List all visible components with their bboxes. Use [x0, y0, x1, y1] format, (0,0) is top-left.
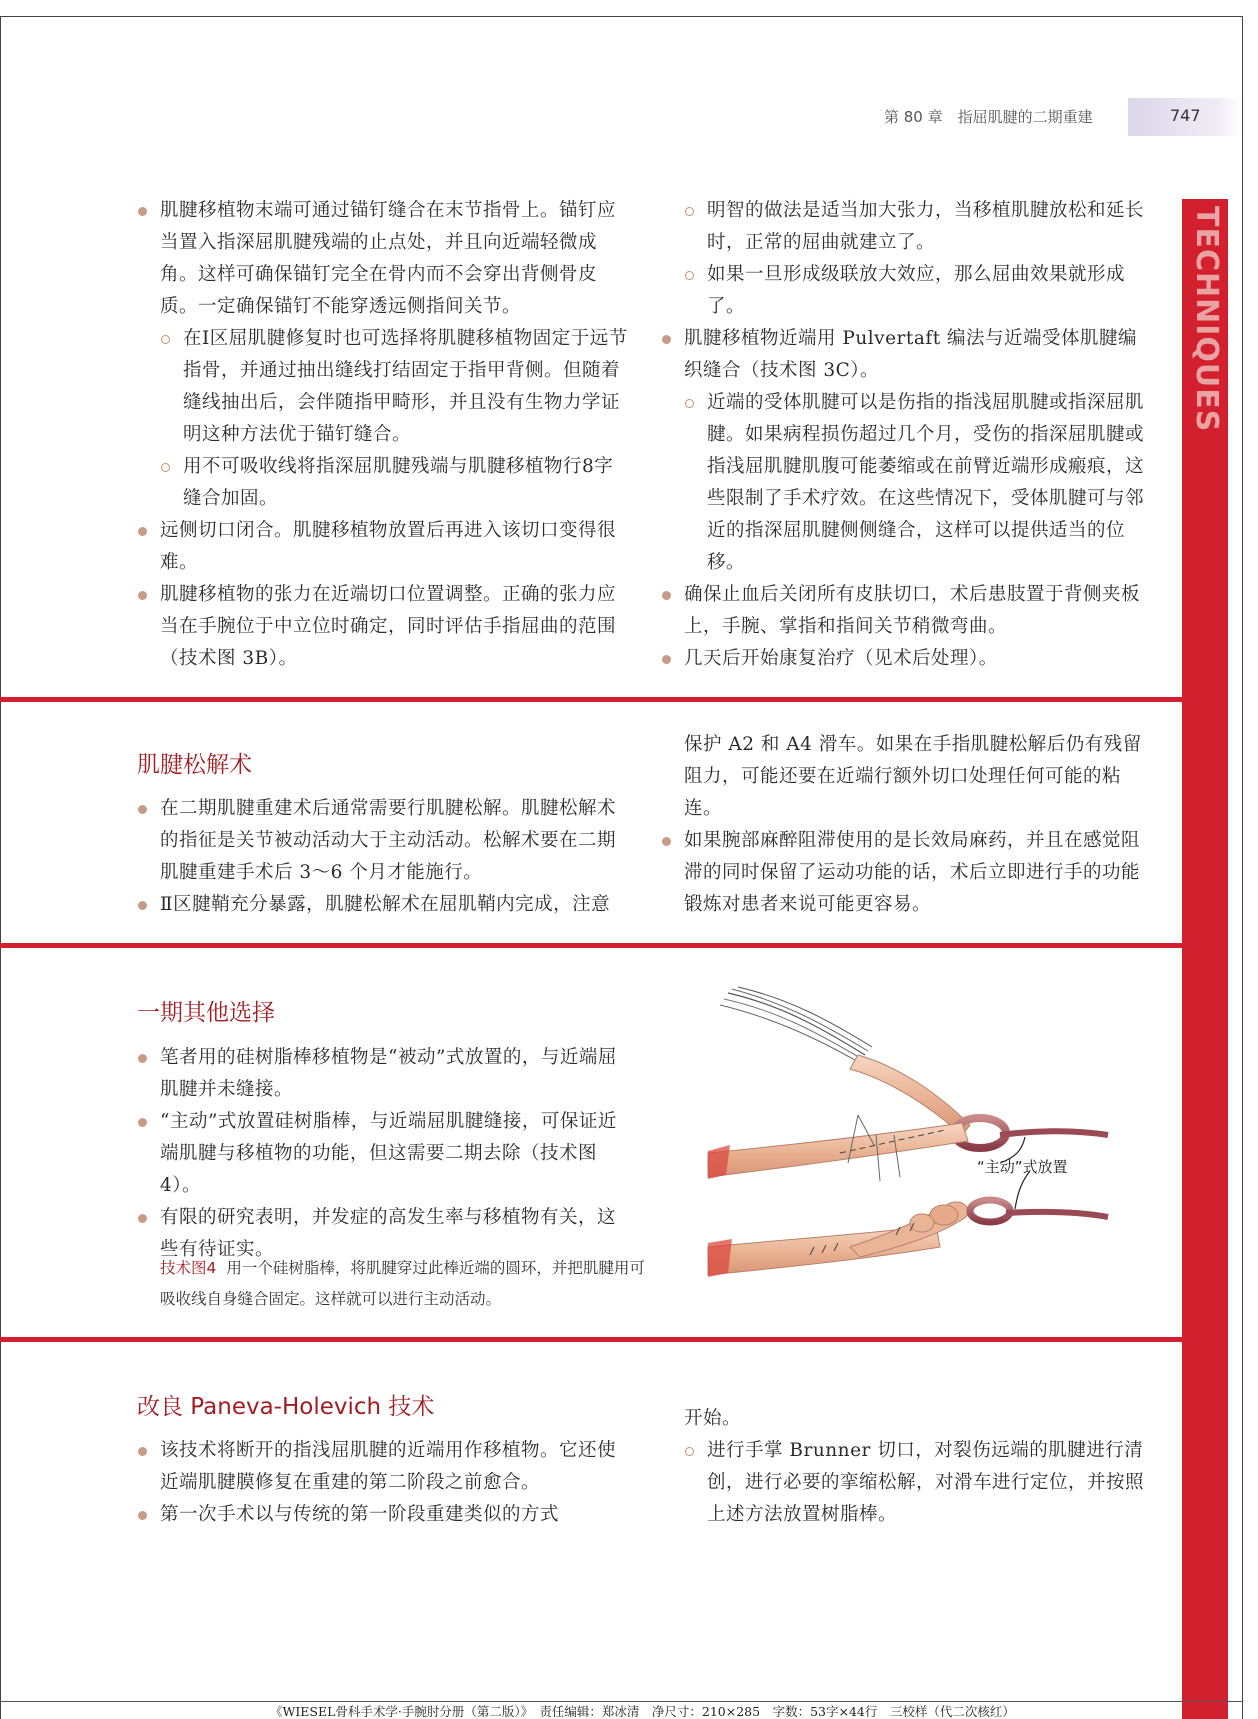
section-divider	[0, 1337, 1182, 1342]
bullet-circle-icon	[685, 271, 694, 280]
bullet-circle-icon	[161, 335, 170, 344]
page-frame-left	[0, 16, 1, 1719]
bullet-dot-icon	[662, 335, 671, 344]
sub-bullet-item: 用不可吸收线将指深屈肌腱残端与肌腱移植物行8字缝合加固。	[160, 451, 629, 515]
block3-left-column	[137, 1042, 629, 1266]
block2-left-column	[137, 793, 629, 921]
bullet-item: 第一次手术以与传统的第一阶段重建类似的方式	[137, 1499, 629, 1531]
upper-frayed-tendon-end	[720, 987, 872, 1063]
side-tab-label: TECHNIQUES	[1189, 206, 1224, 433]
section-title-paneva-holevich: 改良 Paneva-Holevich 技术	[137, 1394, 435, 1420]
bullet-item: 在二期肌腱重建术后通常需要行肌腱松解。肌腱松解术的指征是关节被动活动大于主动活动。松解术要在二期肌腱重建手术后 3～6 个月才能施行。	[137, 793, 629, 889]
section-divider	[0, 943, 1182, 948]
sub-bullet-item: 进行手掌 Brunner 切口，对裂伤远端的肌腱进行清创，进行必要的挛缩松解，对滑车进行定位，并按照上述方法放置树脂棒。	[684, 1435, 1153, 1531]
bullet-dot-icon	[138, 527, 147, 536]
bullet-item: “主动”式放置硅树脂棒，与近端屈肌腱缝接，可保证近端肌腱与移植物的功能，但这需要二期去除（技术图4）。	[137, 1106, 629, 1202]
section-divider	[0, 697, 1182, 702]
bullet-item: 确保止血后关闭所有皮肤切口，术后患肢置于背侧夹板上，手腕、掌指和指间关节稍微弯曲。	[661, 579, 1153, 643]
bullet-dot-icon	[662, 655, 671, 664]
figure-caption-text: 用一个硅树脂棒，将肌腱穿过此棒近端的圆环，并把肌腱用可吸收线自身缝合固定。这样就可以进行主动活动。	[160, 1259, 645, 1308]
bullet-dot-icon	[138, 1118, 147, 1127]
bullet-dot-icon	[662, 837, 671, 846]
bullet-dot-icon	[138, 901, 147, 910]
bullet-circle-icon	[685, 207, 694, 216]
bullet-dot-icon	[662, 591, 671, 600]
continuation-text: 保护 A2 和 A4 滑车。如果在手指肌腱松解后仍有残留阻力，可能还要在近端行额外切口处理任何可能的粘连。	[684, 734, 1142, 819]
bullet-dot-icon	[138, 805, 147, 814]
sub-bullet-item: 在Ⅰ区屈肌腱修复时也可选择将肌腱移植物固定于远节指骨，并通过抽出缝线打结固定于指甲背侧。但随着缝线抽出后，会伴随指甲畸形，并且没有生物力学证明这种方法优于锚钉缝合。	[160, 323, 629, 451]
section-title-tenolysis: 肌腱松解术	[137, 752, 252, 778]
block4-right-column	[661, 1403, 1153, 1531]
silicone-rod-lower	[1006, 1212, 1108, 1217]
block2-right-column	[661, 729, 1153, 921]
bullet-item: 笔者用的硅树脂棒移植物是“被动”式放置的，与近端屈肌腱并未缝接。	[137, 1042, 629, 1106]
bullet-dot-icon	[138, 1511, 147, 1520]
sub-bullet-item: 近端的受体肌腱可以是伤指的指浅屈肌腱或指深屈肌腱。如果病程损伤超过几个月，受伤的指深屈肌腱或指浅屈肌腱肌腹可能萎缩或在前臂近端形成瘢痕，这些限制了手术疗效。在这些情况下，受体肌腱可与邻近的指深屈肌腱侧侧缝合，这样可以提供适当的位移。	[684, 387, 1153, 579]
block1-left-column	[137, 195, 629, 675]
print-proof-footer: 《WIESEL骨科手术学·手腕肘分册（第二版）》 责任编辑：郑冰清 净尺寸：210×285 字数：53字×44行 三校样（代二次核红）	[270, 1704, 1015, 1719]
bullet-dot-icon	[138, 1447, 147, 1456]
sub-bullet-item: 如果一旦形成级联放大效应，那么屈曲效果就形成了。	[684, 259, 1153, 323]
proximal-tendon-upper	[708, 1123, 968, 1177]
bullet-dot-icon	[138, 591, 147, 600]
page-frame-right	[1242, 16, 1243, 1719]
figure-caption	[160, 1253, 660, 1315]
bullet-circle-icon	[685, 399, 694, 408]
bullet-item: 肌腱移植物的张力在近端切口位置调整。正确的张力应当在手腕位于中立位时确定，同时评估手指屈曲的范围（技术图 3B）。	[137, 579, 629, 675]
running-header-chapter: 第 80 章 指屈肌腱的二期重建	[884, 108, 1093, 126]
continuation-text: 开始。	[684, 1408, 742, 1429]
bullet-circle-icon	[685, 1447, 694, 1456]
block4-left-column	[137, 1435, 629, 1531]
figure-caption-label: 技术图4	[160, 1259, 217, 1277]
rod-loop-lower	[970, 1200, 1010, 1222]
upper-tendon-graft	[850, 1055, 970, 1135]
page-number: 747	[1170, 106, 1201, 125]
bullet-item: 几天后开始康复治疗（见术后处理）。	[661, 643, 1153, 675]
bullet-dot-icon	[138, 1214, 147, 1223]
silicone-rod	[1000, 1131, 1108, 1135]
section-title-alternatives: 一期其他选择	[137, 1000, 275, 1026]
block1-right-column	[661, 195, 1153, 675]
bullet-circle-icon	[161, 463, 170, 472]
page-frame-top	[0, 16, 1243, 17]
sub-bullet-item: 明智的做法是适当加大张力，当移植肌腱放松和延长时，正常的屈曲就建立了。	[684, 195, 1153, 259]
bullet-item: 肌腱移植物末端可通过锚钉缝合在末节指骨上。锚钉应当置入指深屈肌腱残端的止点处，并且向近端轻微成角。这样可确保锚钉完全在骨内而不会穿出背侧骨皮质。一定确保锚钉不能穿透远侧指间关节。	[137, 195, 629, 323]
tendon-rod-illustration	[700, 985, 1120, 1313]
bullet-item: 远侧切口闭合。肌腱移植物放置后再进入该切口变得很难。	[137, 515, 629, 579]
bullet-item: 肌腱移植物近端用 Pulvertaft 编法与近端受体肌腱编织缝合（技术图 3C）。	[661, 323, 1153, 387]
bullet-item: Ⅱ区腱鞘充分暴露，肌腱松解术在屈肌鞘内完成，注意	[137, 889, 629, 921]
bullet-item: 该技术将断开的指浅屈肌腱的近端用作移植物。它还使近端肌腱膜修复在重建的第二阶段之前愈合。	[137, 1435, 629, 1499]
bullet-item: 如果腕部麻醉阻滞使用的是长效局麻药，并且在感觉阻滞的同时保留了运动功能的话，术后立即进行手的功能锻炼对患者来说可能更容易。	[661, 825, 1153, 921]
bullet-dot-icon	[138, 207, 147, 216]
bullet-dot-icon	[138, 1054, 147, 1063]
bullet-item: 有限的研究表明，并发症的高发生率与移植物有关，这些有待证实。	[137, 1202, 629, 1266]
figure-label-active-placement: “主动”式放置	[977, 1158, 1068, 1176]
